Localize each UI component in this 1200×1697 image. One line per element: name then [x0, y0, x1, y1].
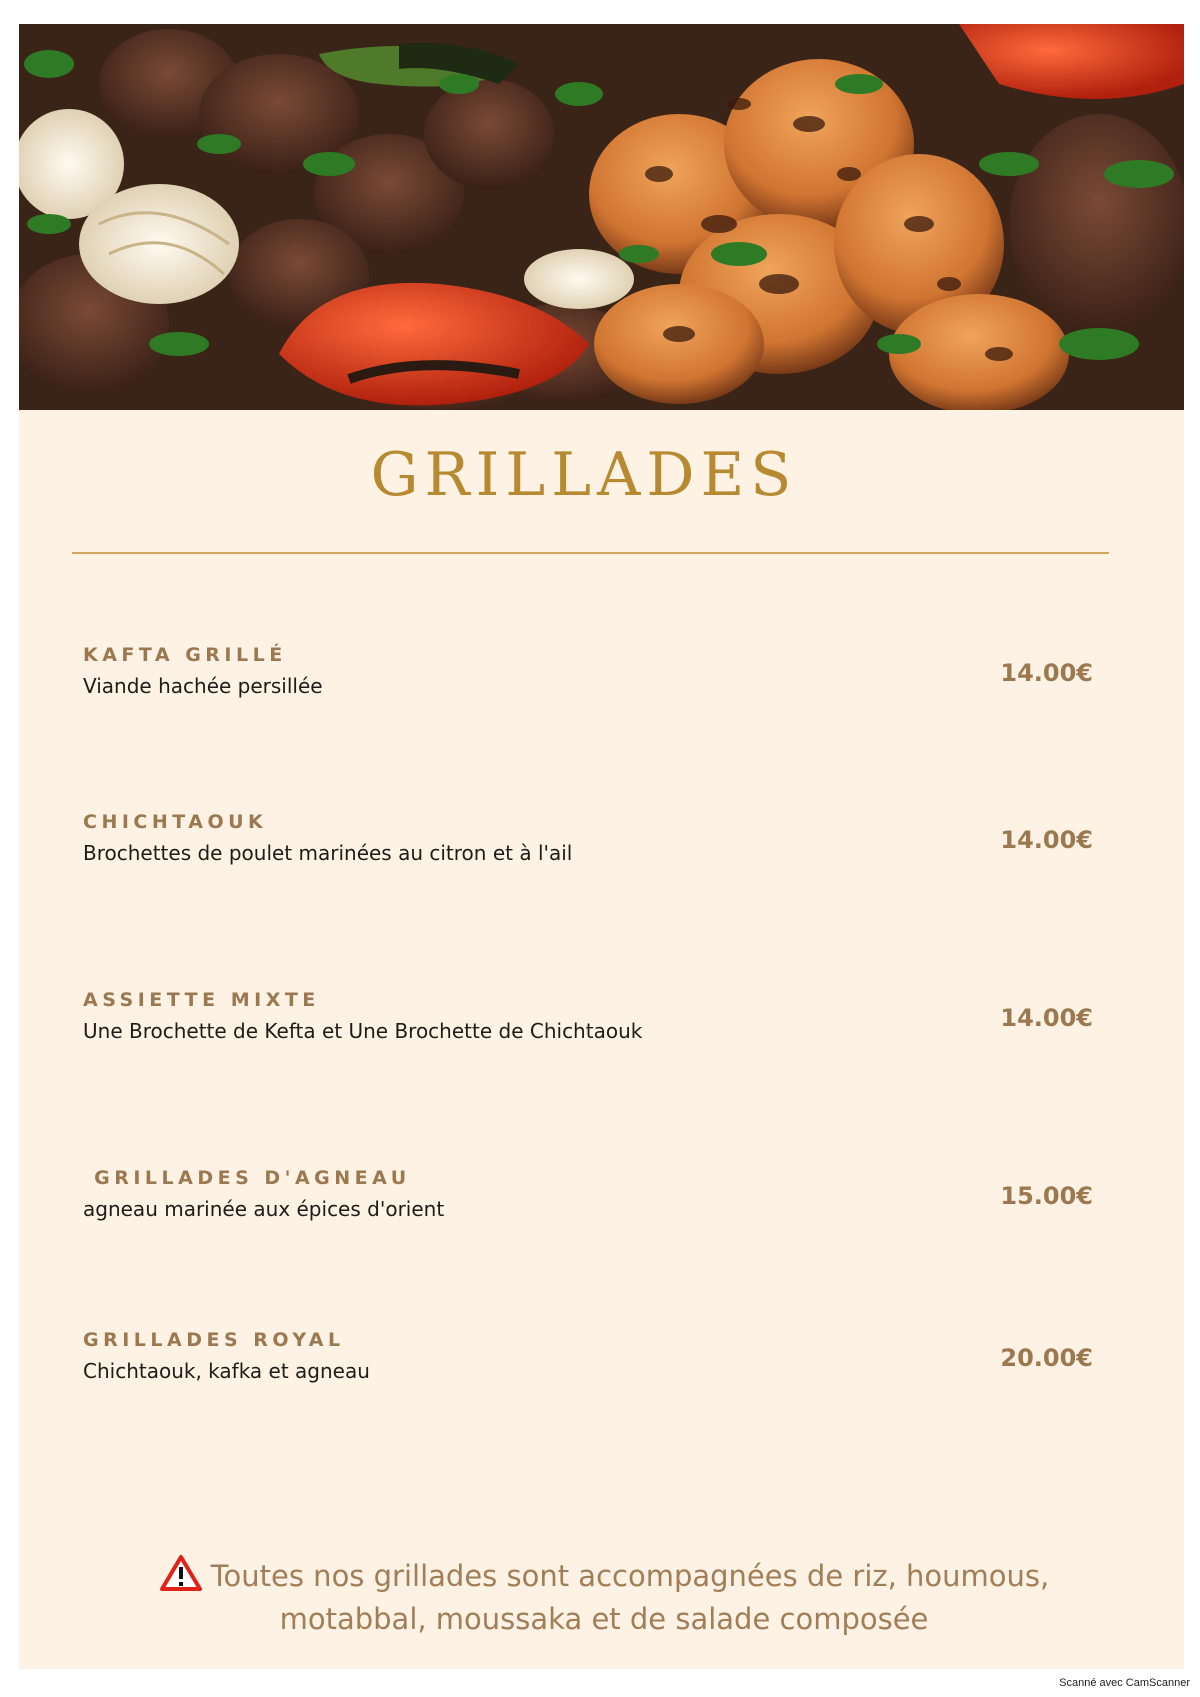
accompaniment-note	[79, 1554, 1129, 1641]
item-name: KAFTA GRILLÉ	[83, 644, 287, 666]
menu-item-kafta	[83, 644, 1093, 708]
scanner-watermark: Scanné avec CamScanner	[1059, 1677, 1190, 1689]
item-name: CHICHTAOUK	[83, 811, 268, 833]
item-description: Chichtaouk, kafka et agneau	[83, 1359, 370, 1383]
item-description: Une Brochette de Kefta et Une Brochette de Chichtaouk	[83, 1019, 643, 1043]
item-price: 14.00€	[1000, 659, 1093, 687]
menu-item-grillades-royal	[83, 1329, 1093, 1393]
title-divider	[72, 552, 1109, 554]
menu-item-chichtaouk	[83, 811, 1093, 875]
note-line-2: motabbal, moussaka et de salade composée	[279, 1602, 929, 1636]
item-price: 14.00€	[1000, 1004, 1093, 1032]
item-description: agneau marinée aux épices d'orient	[83, 1197, 445, 1221]
note-line-1	[79, 1554, 1129, 1598]
grill-illustration	[19, 24, 1184, 410]
item-name: GRILLADES D'AGNEAU	[83, 1167, 411, 1189]
item-description: Brochettes de poulet marinées au citron et à l'ail	[83, 841, 573, 865]
item-name: ASSIETTE MIXTE	[83, 989, 320, 1011]
item-description: Viande hachée persillée	[83, 674, 323, 698]
item-price: 15.00€	[1000, 1182, 1093, 1210]
section-title: GRILLADES	[370, 440, 798, 510]
grilled-meat-photo	[19, 24, 1184, 410]
menu-item-grillades-agneau	[83, 1167, 1093, 1231]
warning-icon	[159, 1554, 203, 1592]
menu-item-assiette-mixte	[83, 989, 1093, 1053]
note-text-1: Toutes nos grillades sont accompagnées de riz, houmous,	[210, 1559, 1050, 1593]
item-name: GRILLADES ROYAL	[83, 1329, 345, 1351]
menu-page	[19, 24, 1184, 1669]
item-price: 14.00€	[1000, 826, 1093, 854]
item-price: 20.00€	[1000, 1344, 1093, 1372]
